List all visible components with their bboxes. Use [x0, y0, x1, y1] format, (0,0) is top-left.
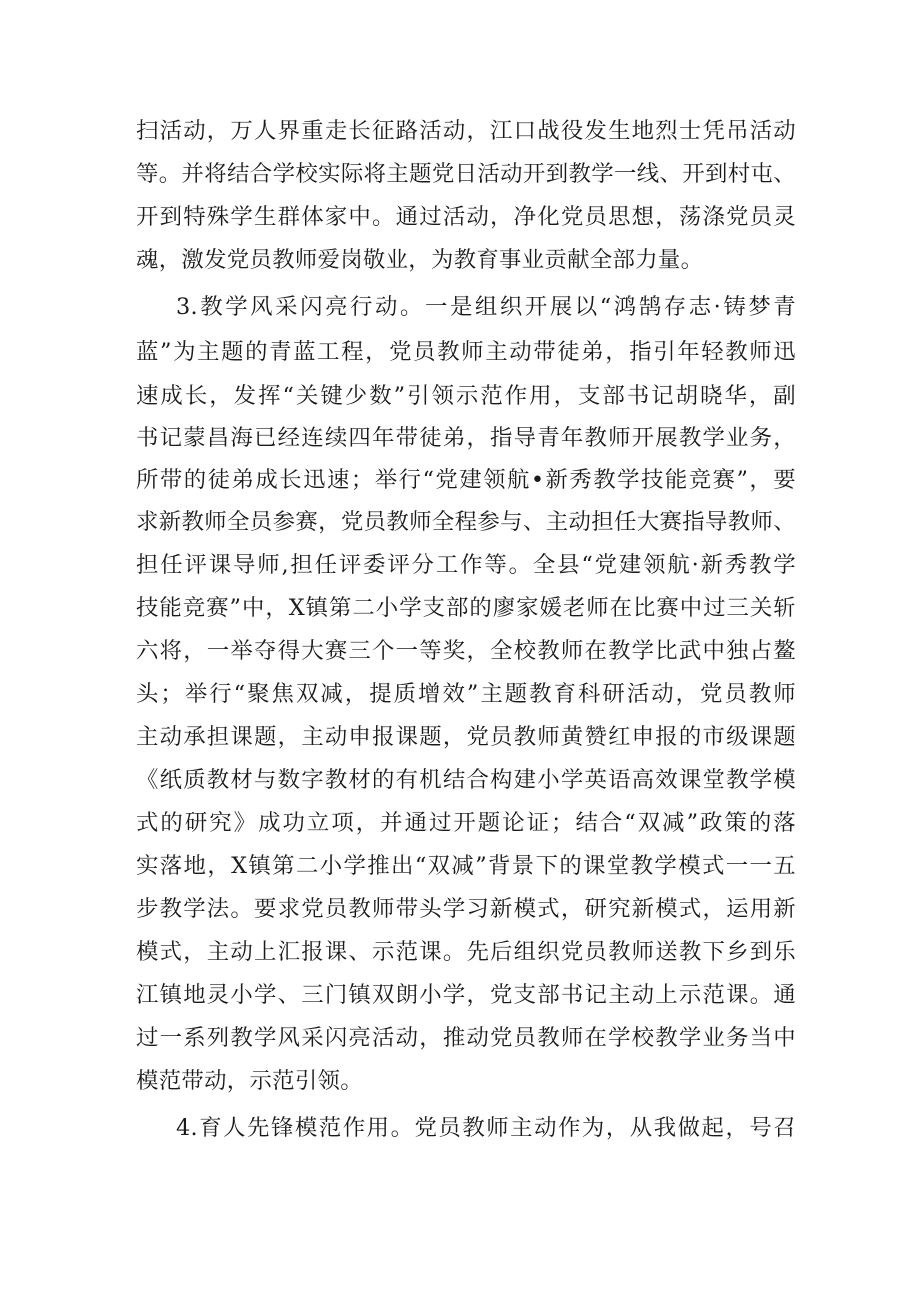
text-line: 蓝”为主题的青蓝工程，党员教师主动带徒弟，指引年轻教师迅 — [136, 339, 796, 365]
text-line: 步教学法。要求党员教师带头学习新模式，研究新模式，运用新 — [136, 896, 796, 922]
text-line: 江镇地灵小学、三门镇双朗小学，党支部书记主动上示范课。通 — [136, 982, 796, 1008]
text-line: 头；举行“聚焦双减，提质增效”主题教育科研活动，党员教师 — [136, 681, 796, 707]
text-line: 扫活动，万人界重走长征路活动，江口战役发生地烈士凭吊活动 — [136, 118, 796, 144]
text-line: 模式，主动上汇报课、示范课。先后组织党员教师送教下乡到乐 — [136, 939, 796, 965]
text-line: 模范带动，示范引领。 — [136, 1068, 363, 1094]
text-line: 式的研究》成功立项，并通过开题论证；结合“双减”政策的落 — [136, 810, 796, 836]
section-heading-line: 3.教学风采闪亮行动。一是组织开展以“鸿鹄存志·铸梦青 — [176, 294, 796, 320]
text-line: 主动承担课题，主动申报课题，党员教师黄赞红申报的市级课题 — [136, 724, 796, 750]
text-line: 担任评课导师,担任评委评分工作等。全县“党建领航·新秀教学 — [136, 552, 796, 578]
text-line: 《纸质教材与数字教材的有机结合构建小学英语高效课堂教学模 — [136, 767, 796, 793]
text-line: 六将，一举夺得大赛三个一等奖，全校教师在教学比武中独占鳌 — [136, 638, 796, 664]
text-line: 实落地，X镇第二小学推出“双减”背景下的课堂教学模式一一五 — [136, 853, 796, 879]
text-line: 等。并将结合学校实际将主题党日活动开到教学一线、开到村屯、 — [136, 161, 796, 187]
text-line: 所带的徒弟成长迅速；举行“党建领航•新秀教学技能竞赛”，要 — [136, 467, 796, 493]
text-line: 求新教师全员参赛，党员教师全程参与、主动担任大赛指导教师、 — [136, 509, 796, 535]
text-line: 书记蒙昌海已经连续四年带徒弟，指导青年教师开展教学业务， — [136, 425, 796, 451]
text-line: 过一系列教学风采闪亮活动，推动党员教师在学校教学业务当中 — [136, 1025, 796, 1051]
text-line: 速成长，发挥“关键少数”引领示范作用，支部书记胡晓华，副 — [136, 383, 796, 409]
text-line: 魂，激发党员教师爱岗敬业，为教育事业贡献全部力量。 — [136, 247, 704, 273]
section-heading-line: 4.育人先锋模范作用。党员教师主动作为，从我做起，号召 — [176, 1115, 796, 1141]
text-line: 开到特殊学生群体家中。通过活动，净化党员思想，荡涤党员灵 — [136, 204, 796, 230]
text-line: 技能竞赛”中，X镇第二小学支部的廖家媛老师在比赛中过三关斩 — [136, 595, 796, 621]
